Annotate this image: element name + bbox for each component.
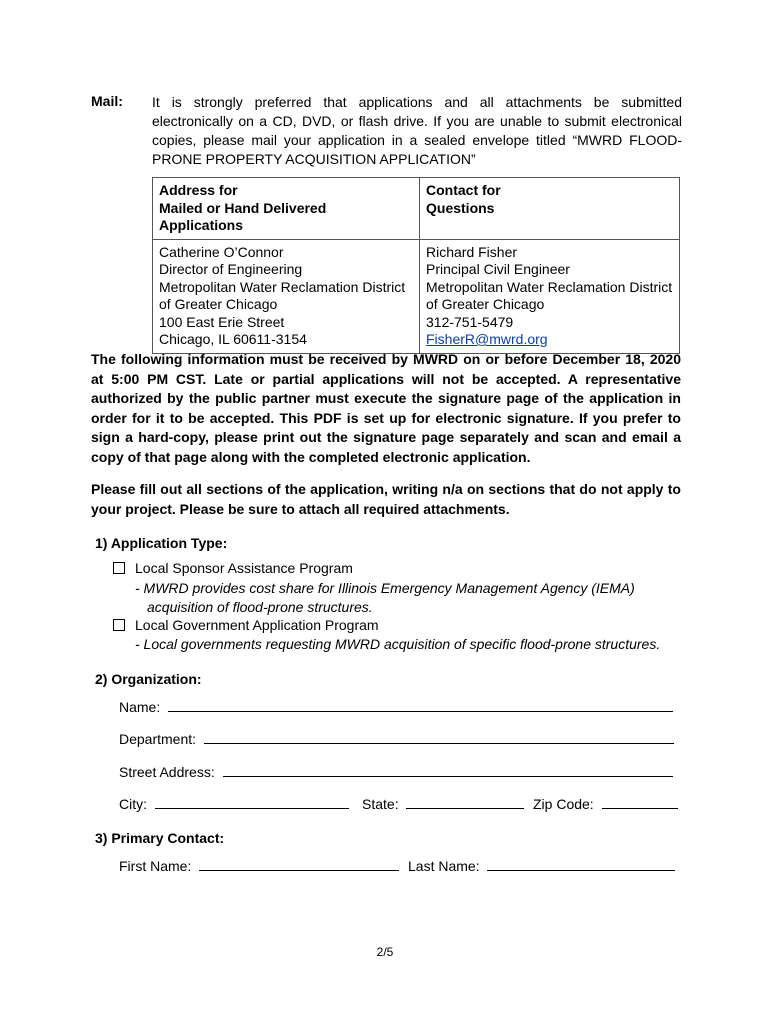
contact-last-name-input[interactable]: [487, 857, 675, 871]
local-government-checkbox[interactable]: [113, 619, 125, 631]
org-name-field[interactable]: Name:: [119, 698, 673, 715]
org-zip-field[interactable]: Zip Code:: [533, 795, 678, 812]
section-primary-contact-title: 3) Primary Contact:: [95, 830, 225, 846]
org-zip-input[interactable]: [602, 795, 678, 809]
local-sponsor-checkbox[interactable]: [113, 562, 125, 574]
address-header: Address for Mailed or Hand Delivered Applications: [153, 178, 420, 240]
contact-info: Richard Fisher Principal Civil Engineer Metropolitan Water Reclamation District of Greater Chicago 312-751-5479 FisherR@mwrd.org: [420, 239, 680, 353]
contact-last-name-field[interactable]: Last Name:: [408, 857, 675, 874]
local-sponsor-option[interactable]: Local Sponsor Assistance Program: [113, 560, 353, 576]
address-contact-table: [152, 177, 680, 354]
org-city-field[interactable]: City:: [119, 795, 349, 812]
org-city-input[interactable]: [155, 795, 349, 809]
mail-label: Mail:: [91, 93, 123, 109]
contact-first-name-field[interactable]: First Name:: [119, 857, 399, 874]
org-street-field[interactable]: Street Address:: [119, 763, 673, 780]
local-government-description: - Local governments requesting MWRD acquisition of specific flood-prone structures.: [135, 636, 661, 652]
page-number: 2/5: [376, 945, 394, 959]
org-department-field[interactable]: Department:: [119, 730, 674, 747]
org-state-field[interactable]: State:: [362, 795, 524, 812]
contact-header: Contact for Questions: [420, 178, 680, 240]
mail-instructions: It is strongly preferred that applications and all attachments be submitted electronically on a CD, DVD, or flash drive. If you are unable to submit electronical copies, please mail your application in a sealed envelope titled “MWRD FLOOD-PRONE PROPERTY ACQUISITION APPLICATION”: [152, 94, 682, 167]
org-street-input[interactable]: [223, 763, 673, 777]
deadline-notice: The following information must be received by MWRD on or before December 18, 2020 at 5:00 PM CST. Late or partial applications will not be accepted. A representative authorized by the public partner must execute the signature page of the application in order for it to be accepted. This PDF is set up for electronic signature. If you prefer to sign a hard-copy, please print out the signature page separately and scan and email a copy of that page along with the completed electronic application.: [91, 351, 681, 465]
org-department-input[interactable]: [204, 730, 674, 744]
contact-first-name-input[interactable]: [199, 857, 399, 871]
local-sponsor-description: - MWRD provides cost share for Illinois Emergency Management Agency (IEMA) acquisition of flood-prone structures.: [135, 580, 635, 615]
contact-email-link[interactable]: FisherR@mwrd.org: [426, 331, 548, 347]
org-name-input[interactable]: [168, 698, 673, 712]
fill-instructions: Please fill out all sections of the application, writing n/a on sections that do not apply to your project. Please be sure to attach all required attachments.: [91, 481, 681, 517]
mailing-address: Catherine O’Connor Director of Engineering Metropolitan Water Reclamation District of Greater Chicago 100 East Erie Street Chicago, IL 60611-3154: [153, 239, 420, 353]
section-organization-title: 2) Organization:: [95, 671, 202, 687]
local-government-option[interactable]: Local Government Application Program: [113, 617, 379, 633]
section-application-type-title: 1) Application Type:: [95, 535, 228, 551]
org-state-input[interactable]: [406, 795, 524, 809]
